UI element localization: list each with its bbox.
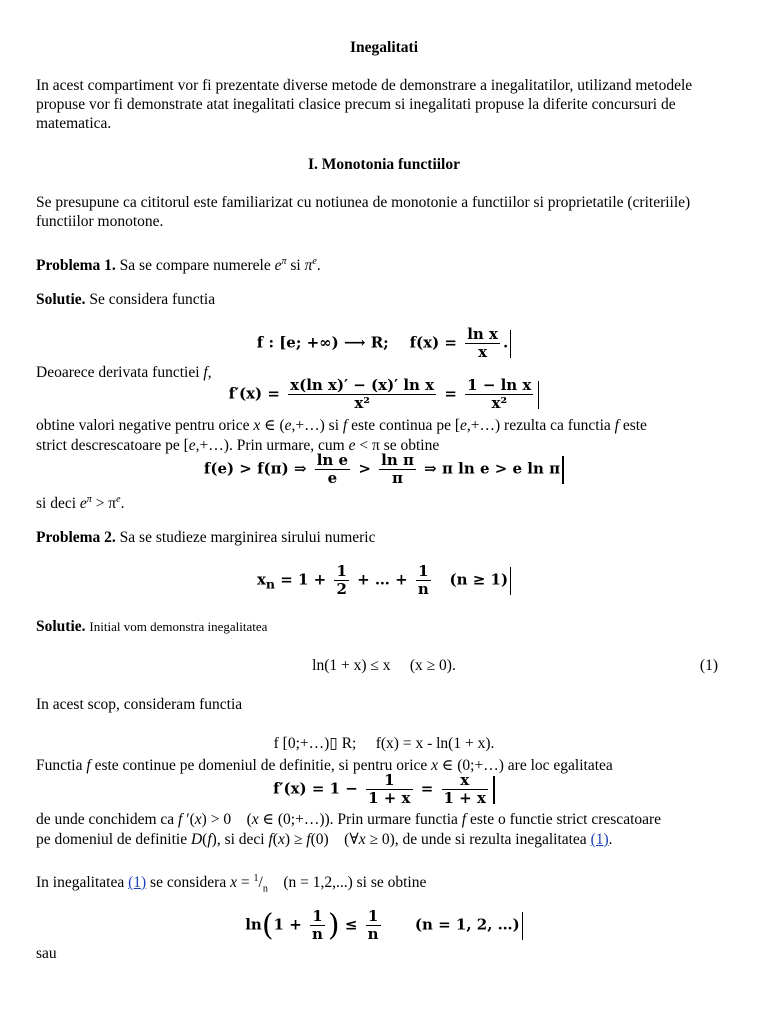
doc-title: Inegalitati	[349, 39, 419, 56]
problem-2-statement	[36, 528, 732, 547]
problem-1-label: Problema 1.	[36, 257, 116, 274]
inequality-1: ln(1 + x) ≤ x (x ≥ 0).	[312, 657, 456, 674]
problem-1-text: Sa se compare numerele	[119, 257, 271, 274]
continuity-line: Functia f este continue pe domeniul de definitie, si pentru orice x ∈ (0;+…) are loc egalitatea	[36, 757, 613, 774]
problem-2-solution-label: Solutie.	[36, 618, 86, 635]
section-title: I. Monotonia functiilor	[308, 156, 460, 173]
inequality-1-line	[36, 656, 732, 675]
sau-line: sau	[36, 945, 57, 962]
intro-paragraph: In acest compartiment vor fi prezentate diverse metode de demonstrare a inegalitatilor, utilizand metodele propuse vor fi demonstrate atat inegalitati clasice precum si inegalitati propuse la diferite concursuri de matematica.	[36, 77, 693, 132]
formula-function-def: f : [e; +∞) ⟶ R; f(x) = $\frac{\text{ln x}}{x}$ .	[36, 326, 732, 361]
equation-1-link-2[interactable]: (1)	[128, 874, 147, 892]
strict-decreasing-line: strict descrescatoare pe [e,+…). Prin urmare, cum e < π se obtine	[36, 437, 440, 454]
domain-line: pe domeniul de definitie D(f), si deci f(x) ≥ f(0) (∀x ≥ 0), de unde si rezulta inegalitatea (1).	[36, 831, 613, 848]
problem-2-label: Problema 2.	[36, 529, 116, 546]
negative-values-line: obtine valori negative pentru orice x ∈ (e,+…) si f este continua pe [e,+…) rezulta ca functia f este	[36, 417, 647, 434]
problem-1-solution-label: Solutie.	[36, 291, 86, 308]
formula-log-bound: ln(1 + $\frac{1}{n}$ ) ≤ $\frac{1}{n}$ (n = 1, 2, …)	[36, 908, 732, 943]
problem-2-solution-intro	[36, 617, 732, 636]
derivative-intro: Deoarece derivata functiei f,	[36, 364, 212, 381]
problem-1-conclusion: si deci $e^\pi > \pi^e$.	[36, 494, 125, 512]
problem-2-solution-text: Initial vom demonstra inegalitatea	[89, 619, 268, 634]
function-definition: f [0;+…)▯ R; f(x) = x - ln(1 + x).	[273, 735, 495, 752]
problem-1-solution-text: Se considera functia	[89, 291, 216, 308]
formula-sequence: $x_n = 1$ + $\frac{1}{2}$ + … + $\frac{1}{n}$ (n ≥ 1)	[36, 563, 732, 598]
scope-line: In acest scop, consideram functia	[36, 696, 243, 713]
section-intro-paragraph: Se presupune ca cititorul este familiarizat cu notiunea de monotonie a functiilor si proprietatile (criteriile) functiilor monotone.	[36, 194, 691, 230]
formula-comparison: f(e) > f(π) ⇒ $\frac{\text{ln e}}{e}$ > $\frac{\text{ln π}}{\pi}$ ⇒ π ln e > e ln π	[36, 452, 732, 487]
formula-derivative: f′(x) = $\frac{\text{x(ln x)′ − (x)′ ln x}}{\text{x²}}$ = $\frac{\text{1 − ln x}}{\text{x²}}$	[36, 377, 732, 412]
problem-1-statement: Problema 1. Sa se compare numerele $e^\pi$ si $\pi^e$.	[36, 256, 321, 274]
formula-derivative-2: f′(x) = 1 − $\frac{1}{1 + x}$ = $\frac{x}{1 + x}$	[36, 772, 732, 807]
equation-number: (1)	[699, 657, 718, 674]
problem-2-text: Sa se studieze marginirea sirului numeric	[119, 529, 376, 546]
document-page	[36, 0, 732, 1024]
problem-1-solution-intro	[36, 290, 732, 309]
substitution-line: In inegalitatea (1) se considera $x = ^1/_n$ (n = 1,2,...) si se obtine	[36, 873, 427, 895]
equation-1-link[interactable]: (1)	[590, 831, 609, 848]
monotonicity-line: de unde conchidem ca f ′(x) > 0 (x ∈ (0;+…)). Prin urmare functia f este o functie strict crescatoare	[36, 811, 662, 828]
